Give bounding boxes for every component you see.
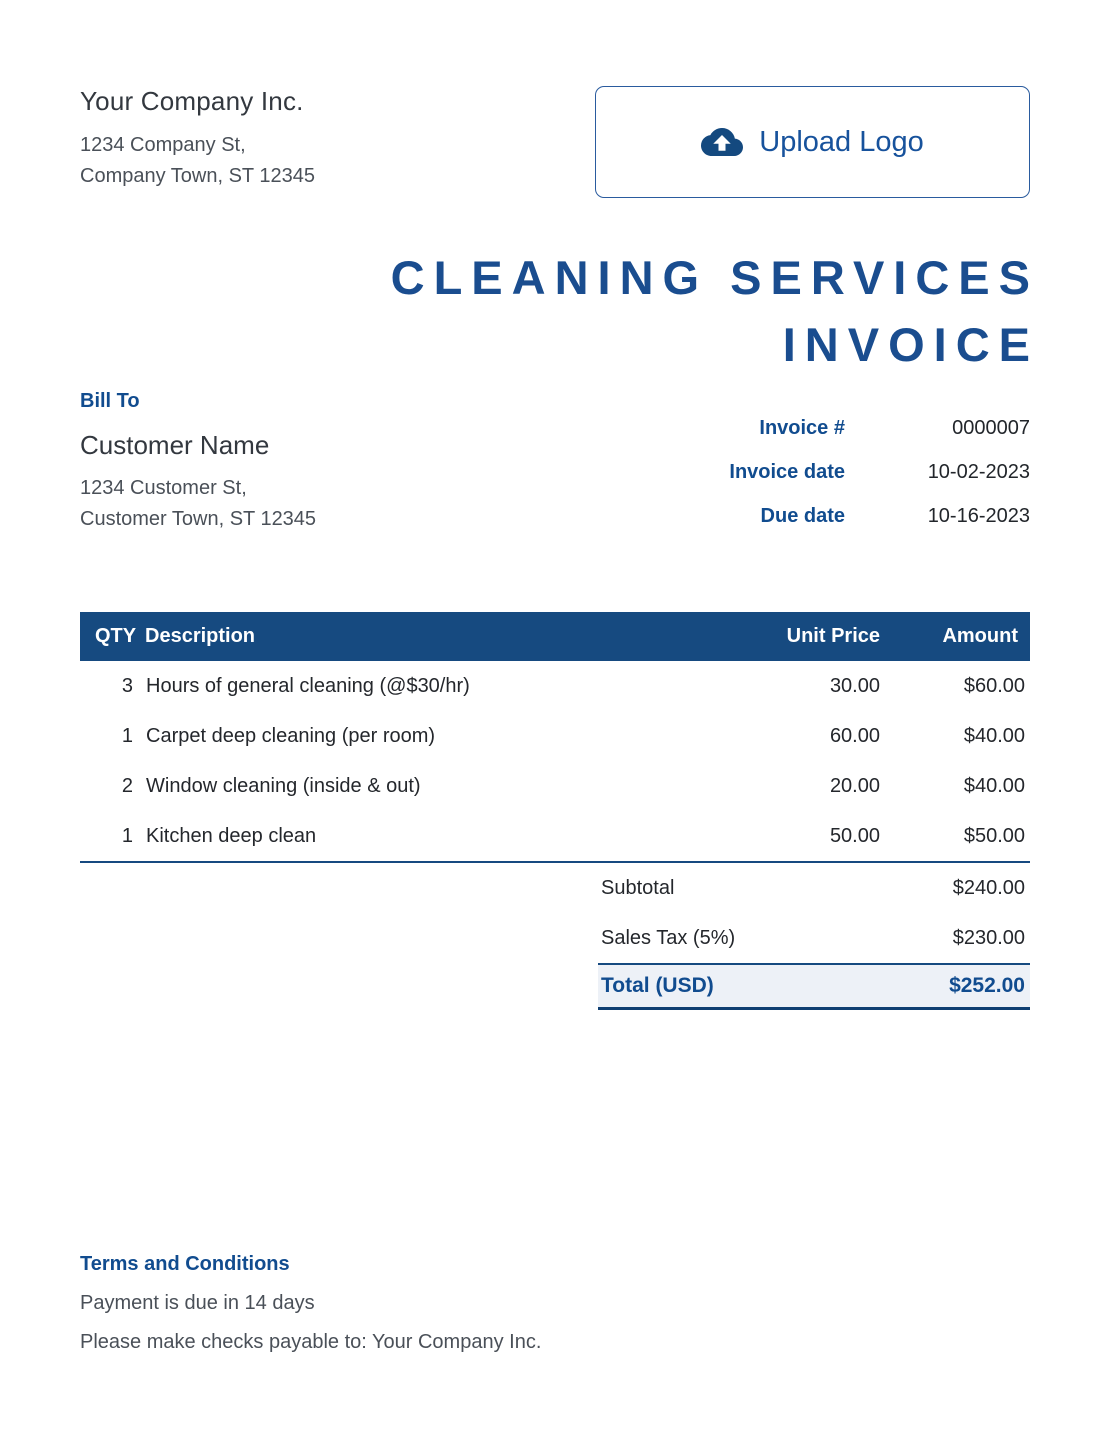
- grand-total-value: $252.00: [949, 974, 1025, 997]
- terms-section: [0, 1253, 1110, 1354]
- customer-address-line2: Customer Town, ST 12345: [80, 508, 317, 530]
- item-description: Kitchen deep clean: [146, 824, 317, 847]
- subtotal-value: $240.00: [952, 876, 1025, 899]
- bill-to-label: Bill To: [80, 390, 140, 412]
- company-address-line1: 1234 Company St,: [80, 134, 246, 156]
- invoice-number-value: 0000007: [952, 416, 1030, 439]
- sales-tax-value: $230.00: [952, 926, 1025, 949]
- cloud-upload-icon: [701, 121, 743, 163]
- terms-line1: Payment is due in 14 days: [80, 1292, 315, 1314]
- item-description: Window cleaning (inside & out): [146, 774, 421, 797]
- customer-address: [80, 473, 316, 535]
- item-description: Hours of general cleaning (@$30/hr): [146, 674, 470, 697]
- description-column-header: Description: [145, 625, 256, 647]
- item-amount: $40.00: [963, 774, 1025, 797]
- item-qty: 1: [121, 824, 133, 847]
- terms-line2: Please make checks payable to: Your Company Inc.: [80, 1331, 542, 1353]
- upload-logo-button[interactable]: [595, 86, 1030, 198]
- invoice-title-line2: INVOICE: [782, 318, 1039, 371]
- table-row: [80, 761, 1030, 811]
- table-row: [80, 711, 1030, 761]
- invoice-number-label: Invoice #: [759, 416, 845, 439]
- item-amount: $40.00: [963, 724, 1025, 747]
- bill-to-block: [80, 390, 316, 538]
- company-address: [80, 130, 315, 192]
- amount-column-header: Amount: [942, 625, 1018, 647]
- item-qty: 2: [121, 774, 133, 797]
- invoice-date-value: 10-02-2023: [927, 460, 1030, 483]
- invoice-title: [0, 244, 1110, 378]
- grand-total-row: [598, 963, 1030, 1010]
- upload-logo-label: Upload Logo: [759, 125, 924, 158]
- invoice-title-line1: CLEANING SERVICES: [390, 251, 1039, 304]
- item-description: Carpet deep cleaning (per room): [146, 724, 436, 747]
- items-table-header: [80, 612, 1030, 661]
- due-date-row: [598, 494, 1030, 538]
- customer-address-line1: 1234 Customer St,: [80, 477, 247, 499]
- item-amount: $60.00: [963, 674, 1025, 697]
- invoice-date-row: [598, 450, 1030, 494]
- subtotal-label: Subtotal: [601, 876, 675, 899]
- invoice-meta: [598, 406, 1030, 538]
- unit-price-column-header: Unit Price: [786, 625, 880, 647]
- due-date-label: Due date: [760, 504, 845, 527]
- info-row: [0, 390, 1110, 538]
- items-table: [80, 612, 1030, 861]
- item-unit-price: 20.00: [829, 774, 880, 797]
- terms-heading: Terms and Conditions: [80, 1253, 290, 1275]
- sales-tax-row: [598, 913, 1030, 963]
- company-name: Your Company Inc.: [80, 86, 304, 116]
- sales-tax-label: Sales Tax (5%): [601, 926, 736, 949]
- grand-total-label: Total (USD): [601, 974, 714, 997]
- item-qty: 1: [121, 724, 133, 747]
- item-unit-price: 30.00: [829, 674, 880, 697]
- table-row: [80, 661, 1030, 711]
- due-date-value: 10-16-2023: [927, 504, 1030, 527]
- item-qty: 3: [121, 674, 133, 697]
- totals-section: [80, 861, 1030, 1010]
- table-row: [80, 811, 1030, 861]
- invoice-date-label: Invoice date: [729, 460, 845, 483]
- item-amount: $50.00: [963, 824, 1025, 847]
- company-address-line2: Company Town, ST 12345: [80, 165, 315, 187]
- customer-name: Customer Name: [80, 430, 270, 460]
- company-block: [80, 86, 315, 192]
- header-row: [0, 0, 1110, 198]
- subtotal-row: [598, 863, 1030, 913]
- invoice-number-row: [598, 406, 1030, 450]
- qty-column-header: QTY: [95, 625, 137, 647]
- item-unit-price: 60.00: [829, 724, 880, 747]
- totals-column: [598, 863, 1030, 1010]
- item-unit-price: 50.00: [829, 824, 880, 847]
